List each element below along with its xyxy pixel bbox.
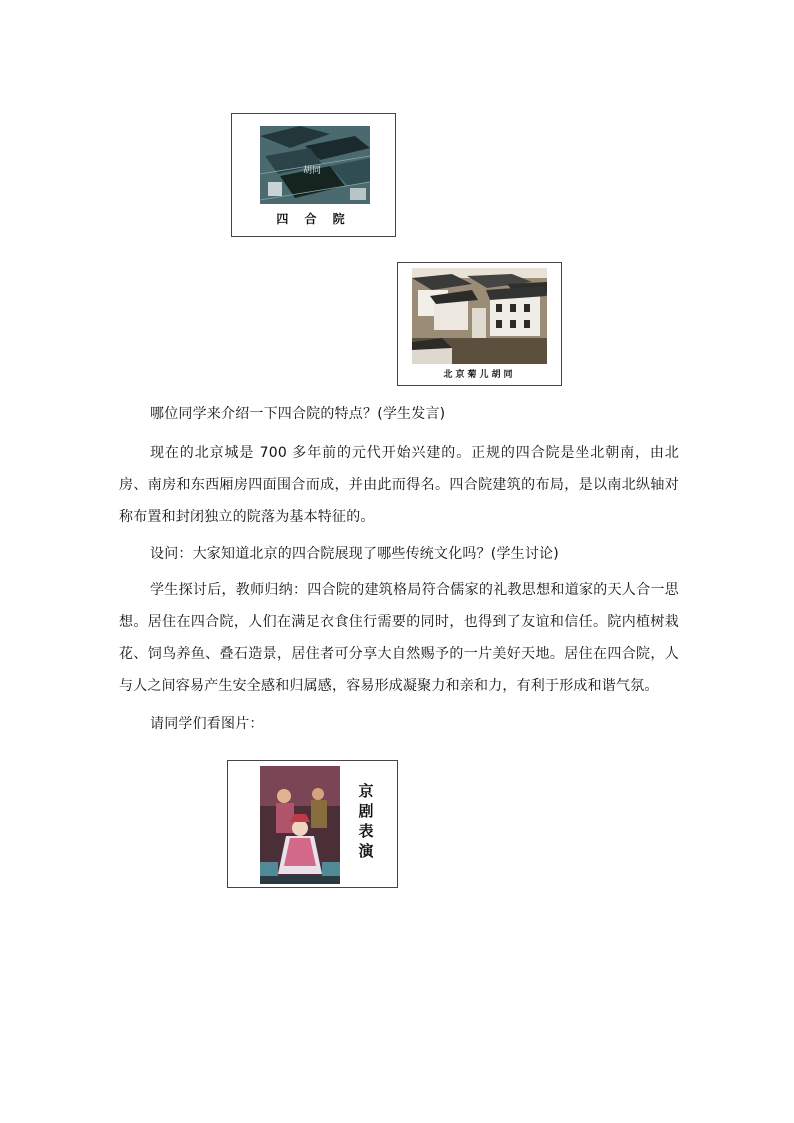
siheyuan-caption: 四 合 院 xyxy=(276,212,351,226)
hutong-houses-illustration xyxy=(412,268,547,364)
peking-opera-vertical-caption xyxy=(356,781,376,861)
culture-question-paragraph: 设问：大家知道北京的四合院展现了哪些传统文化吗？(学生讨论) xyxy=(150,546,559,562)
hutong-houses-photo xyxy=(412,268,547,364)
caption-char: 演 xyxy=(358,842,374,860)
hutong-caption: 北京菊儿胡同 xyxy=(443,370,516,380)
question-paragraph: 哪位同学来介绍一下四合院的特点？(学生发言) xyxy=(150,406,446,422)
caption-char: 剧 xyxy=(358,802,374,820)
courtyard-house-photo xyxy=(260,126,370,204)
figure-hutong xyxy=(397,262,562,386)
photo-overlay-text: 胡同 xyxy=(303,166,322,176)
figure-siheyuan xyxy=(231,113,396,237)
siheyuan-intro-paragraph: 现在的北京城是 700 多年前的元代开始兴建的。正规的四合院是坐北朝南，由北房、南房和东西厢房四面围合而成，并由此而得名。四合院建筑的布局，是以南北纵轴对称布置和封闭独立的院落为基本特征的。 xyxy=(119,445,679,525)
see-pictures-paragraph: 请同学们看图片： xyxy=(150,716,264,732)
courtyard-house-illustration xyxy=(260,126,370,204)
teacher-summary-paragraph: 学生探讨后，教师归纳：四合院的建筑格局符合儒家的礼教思想和道家的天人合一思想。居住在四合院，人们在满足衣食住行需要的同时，也得到了友谊和信任。院内植树栽花、饲鸟养鱼、叠石造景，居住者可分享大自然赐予的一片美好天地。居住在四合院，人与人之间容易产生安全感和归属感，容易形成凝聚力和亲和力，有利于形成和谐气氛。 xyxy=(119,582,679,694)
figure-peking-opera xyxy=(227,760,398,888)
caption-char: 京 xyxy=(358,782,374,800)
peking-opera-photo xyxy=(260,766,340,884)
peking-opera-illustration xyxy=(260,766,340,884)
caption-char: 表 xyxy=(358,822,374,840)
